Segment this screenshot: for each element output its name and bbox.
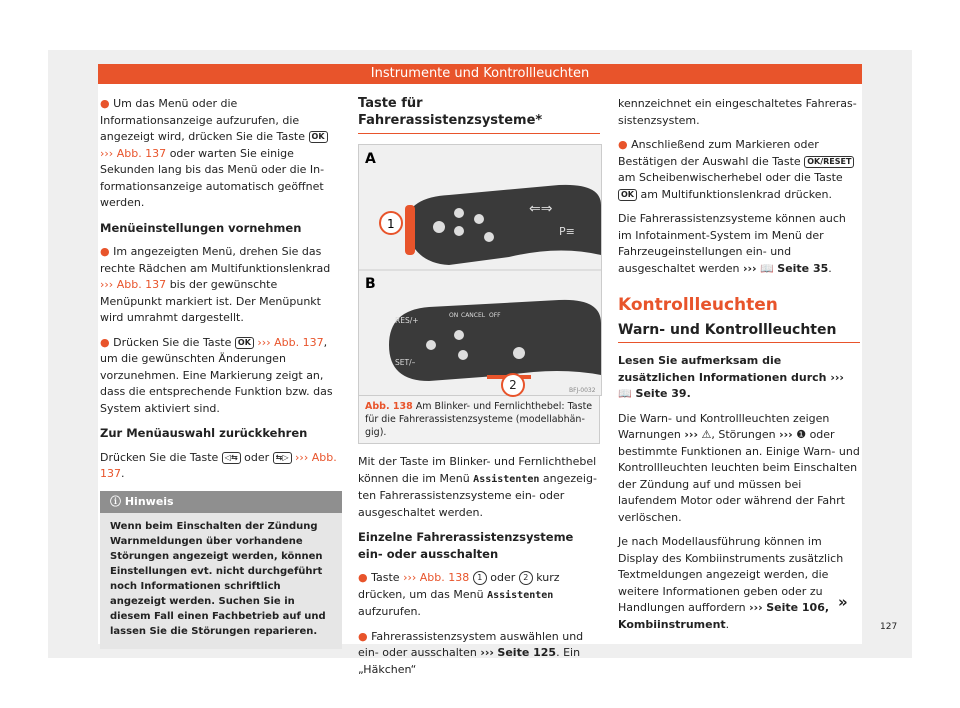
figure-label-b: B [365,276,376,292]
figure-reference[interactable]: Abb. 137 [116,146,167,160]
figure-138 [358,144,602,396]
subheading: Einzelne Fahrerassistenzsysteme ein- oder ausschalten [358,530,574,561]
column-1 [100,96,342,649]
lever-label-set: SET/– [395,358,416,367]
paragraph: ● Drücken Sie die Taste OK ››› Abb. 137, um die gewünschten Änderungen vorzunehmen. Eine Markierung zeigt an, dass die entsprechende Funktion bzw. das System aktiviert sind. [100,335,333,415]
page-reference[interactable]: Seite 106, Kombiinstrument [618,601,830,631]
paragraph: Die Warn- und Kontrollleuchten zeigen Warnungen ››› ⚠, Störungen ››› ❶ oder bestimmte Funktionen an. Einige Warn- und Kontrollleuchten leuchten beim Einschalten der Zündung auf und müssen bei laufendem Motor oder während der Fahrt verlöschen. [618,411,860,524]
hint-body: Wenn beim Einschalten der Zündung Warnmeldungen über vorhandene Störungen angezeigt werden, können Einstellungen evt. nicht durchgeführt noch Informationen schriftlich angezeigt werden. Suchen Sie in diesem Fall einen Fachbetrieb auf und lassen Sie die Störungen reparieren. [110,521,326,637]
lever-label-res: RES/+ [395,316,419,325]
warning-triangle-icon: ⚠ [701,428,712,441]
ok-key-icon: OK [309,131,328,143]
paragraph: Lesen Sie aufmerksam die zusätzlichen Informationen durch ››› 📖 Seite 39. [618,354,844,400]
figure-reference[interactable]: Abb. 137 [100,450,337,480]
info-circle-icon: ❶ [796,428,807,441]
page-reference[interactable]: Seite 125 [497,646,557,659]
paragraph: ● Anschließend zum Markieren oder Bestätigen der Auswahl die Taste OK/RESET am Scheibenwischerhebel oder die Taste OK am Multifunktionslenkrad drücken. [618,137,860,203]
indicator-icon: ⇐⇒ [529,201,553,217]
paragraph: Drücken Sie die Taste ◁⇆ oder ⇆▷ ››› Abb. 137. [100,450,337,480]
figure-code: BFJ-0032 [569,387,596,394]
hint-header: ⓘ Hinweis [100,491,342,514]
ok-key-icon: OK [618,189,637,201]
lever-label-on: ON [449,312,459,319]
paragraph: Die Fahrerassistenzsysteme können auch im Infotainment-System im Menü der Fahrzeugeinstellungen ein- und ausgeschaltet werden ››› 📖 Seite 35. [618,212,846,275]
subheading: Zur Menüauswahl zurückkehren [100,426,308,440]
page-header: Instrumente und Kontrollleuchten [98,64,862,84]
page-reference[interactable]: Seite 35 [777,261,829,275]
figure-label-a: A [365,151,376,167]
paragraph: Mit der Taste im Blinker- und Fernlichthebel können die im Menü Assistenten angezeigten Fahrerassistenzsysteme ein- oder ausgeschaltet werden. [358,455,597,519]
subheading: Menüeinstellungen vornehmen [100,220,302,235]
paragraph: ● Im angezeigten Menü, drehen Sie das rechte Rädchen am Multifunktionslenkrad ››› Abb. 137 bis der gewünschte Menüpunkt markiert ist. Der Menüpunkt wird umrahmt dargestellt. [100,245,331,324]
paragraph: ● Taste ››› Abb. 138 1 oder 2 kurz drücken, um das Menü Assistenten aufzurufen. [358,571,560,618]
callout-1-icon: 1 [473,571,487,585]
paragraph: ● Um das Menü oder die Informationsanzeige aufzurufen, die angezeigt wird, drücken Sie die Taste OK ››› Abb. 137 oder warten Sie einige Sekunden lang bis das Menü oder die Informationsanzeige automatisch geöffnet werden. [100,96,342,212]
callout-1: 1 [387,217,395,231]
back-left-key-icon: ◁⇆ [222,452,241,464]
figure-caption: Abb. 138 Am Blinker- und Fernlichthebel: Taste für die Fahrerassistenzsysteme (modellabhängig). [358,396,600,444]
ok-key-icon: OK [235,337,254,349]
lever-label-off: OFF [489,312,501,319]
page-number: 127 [880,622,898,632]
figure-reference[interactable]: Abb. 137 [274,335,324,349]
column-2 [358,96,600,686]
figure-reference[interactable]: Abb. 138 [419,571,470,584]
callout-2-icon: 2 [519,571,533,585]
callout-2: 2 [501,373,525,397]
section-title: Taste für Fahrerassistenzsysteme* [358,96,600,134]
section-heading: Warn- und Kontrollleuchten [618,322,860,344]
parking-light-icon: P≡ [559,225,575,238]
figure-reference[interactable]: Abb. 137 [116,278,167,291]
back-right-key-icon: ⇆▷ [273,452,292,464]
book-icon: 📖 [618,387,632,400]
ok-reset-key-icon: OK/RESET [804,156,854,168]
lever-illustration [359,145,601,395]
page-reference[interactable]: Seite 39 [635,387,687,400]
column-3 [618,96,860,641]
hint-box [100,491,342,650]
info-icon: ⓘ [110,494,121,508]
continue-arrow-icon: » [838,593,848,611]
chapter-heading: Kontrollleuchten [618,295,778,315]
book-icon: 📖 [760,261,774,275]
lever-label-cancel: CANCEL [461,312,486,319]
paragraph: Je nach Modellausführung können im Display des Kombiinstruments zusätzlich Textmeldungen angezeigt werden, die weitere Informationen geben oder zu Handlungen auffordern ››› Seite 106, Kombiinstrument. [618,535,844,631]
paragraph: kennzeichnet ein eingeschaltetes Fahrerassistenzsystem. [618,97,857,127]
paragraph: ● Fahrerassistenzsystem auswählen und ein- oder ausschalten ››› Seite 125. Ein „Häkchen“ [358,629,584,676]
